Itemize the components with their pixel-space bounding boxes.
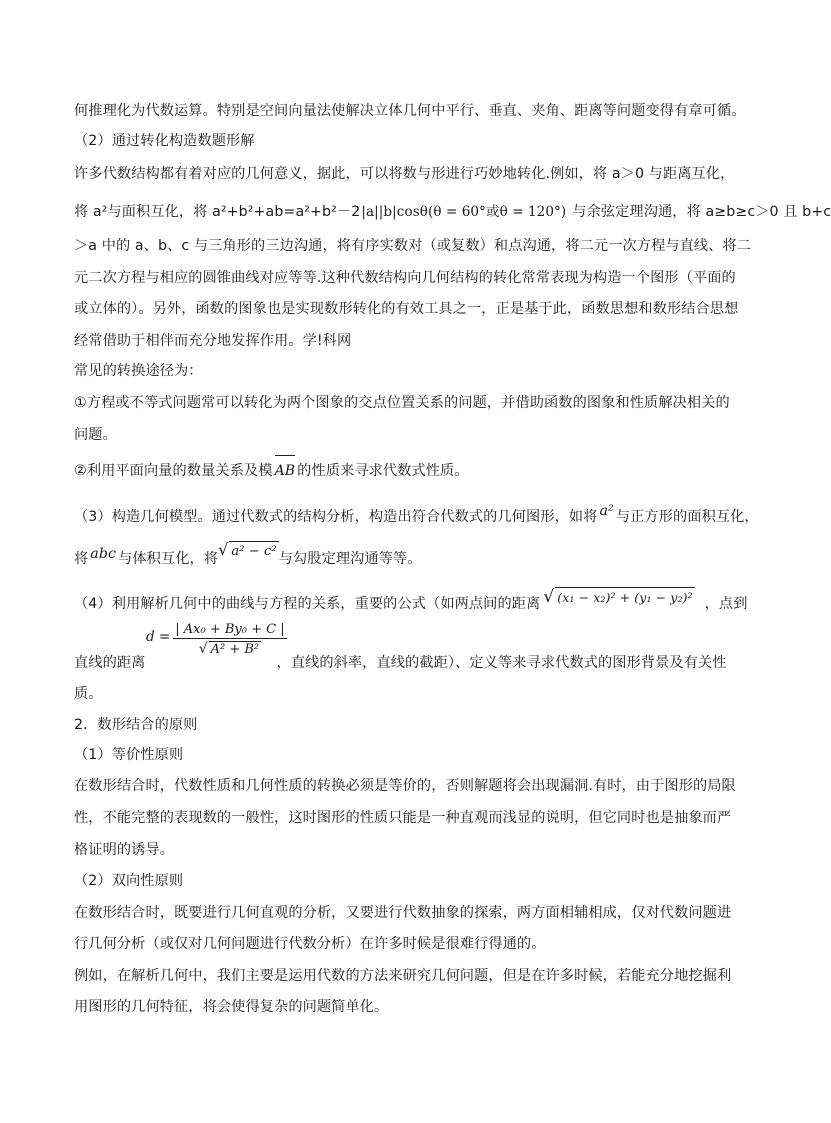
text-segment: （4）利用解析几何中的曲线与方程的关系，重要的公式（如两点间的距离: [74, 596, 541, 612]
section-heading: 2．数形结合的原则: [74, 717, 198, 733]
paragraph-line: [74, 540, 422, 570]
point-line-distance-formula: [146, 622, 287, 657]
math-distance-formula: (x₁ − x₂)² + (y₁ − y₂)²: [555, 587, 694, 608]
vector-ab-modulus: [275, 461, 296, 481]
formula-numerator: | Ax₀ + By₀ + C |: [175, 622, 285, 637]
text-segment: ②利用平面向量的数量关系及模: [74, 463, 273, 479]
paragraph-line: 元二次方程与相应的圆锥曲线对应等等.这种代数结构向几何结构的转化常常表现为构造一个图形（平面的: [74, 270, 736, 286]
cosine-formula: |a||b|cosθ(θ = 60°或θ = 120°): [361, 204, 567, 220]
text-segment: ，点到: [704, 596, 748, 612]
section-heading: （2）通过转化构造数题形解: [74, 133, 255, 149]
paragraph-line: 问题。: [74, 427, 117, 443]
paragraph-line: [74, 461, 469, 481]
paragraph-line: 在数形结合时，既要进行几何直观的分析，又要进行代数抽象的探索，两方面相辅相成，仅对代数问题进: [74, 905, 732, 921]
subsection-heading: （2）双向性原则: [74, 873, 184, 889]
paragraph-line: [74, 503, 759, 527]
paragraph-line: 或立体的）。另外，函数的图象也是实现数形转化的有效工具之一，正是基于此，函数思想和数形结合思想: [74, 301, 739, 317]
paragraph-line: 格证明的诱导。: [74, 842, 175, 858]
text-segment: 与正方形的面积互化，: [615, 509, 759, 525]
sqrt-icon: √: [218, 540, 229, 559]
paragraph-line: 常见的转换途径为：: [74, 363, 203, 379]
paragraph-line: 经常借助于相伴而充分地发挥作用。学!科网: [74, 333, 352, 349]
vector-bar-icon: [275, 455, 296, 456]
text-segment: 将: [74, 551, 89, 567]
paragraph-line: [74, 653, 727, 673]
paragraph-line: ＞a 中的 a、b、c 与三角形的三边沟通，将有序实数对（或复数）和点沟通，将二元一次方程与直线、将二: [74, 238, 752, 254]
paragraph-line: [74, 587, 748, 614]
text-segment: 与勾股定理沟通等等。: [278, 551, 422, 567]
vector-label: AB: [274, 463, 296, 479]
paragraph-line: 何推理化为代数运算。特别是空间向量法使解决立体几何中平行、垂直、夹角、距离等问题变得有章可循。: [74, 103, 746, 119]
paragraph-line: [74, 202, 831, 222]
formula-fraction: [173, 622, 286, 657]
text-segment: 直线的距离: [74, 655, 146, 671]
formula-denominator-value: A² + B²: [210, 642, 260, 657]
math-abc: abc: [90, 546, 117, 562]
sqrt-icon: √: [198, 641, 208, 657]
sqrt-icon: √: [543, 587, 555, 607]
paragraph-line: 性，不能完整的表现数的一般性，这时图形的性质只能是一种直观而浅显的说明，但它同时也是抽象而严: [74, 810, 732, 826]
math-a-squared: a²: [599, 503, 614, 519]
paragraph-line: ①方程或不等式问题常可以转化为两个图象的交点位置关系的问题，并借助函数的图象和性质解决相关的: [74, 395, 730, 411]
math-sqrt-a2-c2: a² − c²: [229, 541, 278, 562]
paragraph-line: 行几何分析（或仅对几何问题进行代数分析）在许多时候是很难行得通的。: [74, 936, 546, 952]
formula-label: d =: [146, 629, 171, 645]
text-segment: ，直线的斜率，直线的截距）、定义等来寻求代数式的图形背景及有关性: [276, 655, 727, 671]
text-segment: 将 a²与面积互化，将 a²+b²+ab=a²+b²－2: [74, 204, 361, 220]
text-segment: 与余弦定理沟通，将 a≥b≥c＞0 且 b+c: [572, 204, 831, 220]
text-segment: 的性质来寻求代数式性质。: [297, 463, 469, 479]
paragraph-line: 在数形结合时，代数性质和几何性质的转换必须是等价的，否则解题将会出现漏洞.有时，由于图形的局限: [74, 778, 736, 794]
paragraph-line: 例如，在解析几何中，我们主要是运用代数的方法来研究几何问题，但是在许多时候，若能充分地挖掘利: [74, 968, 732, 984]
subsection-heading: （1）等价性原则: [74, 747, 184, 763]
paragraph-line: 质。: [74, 686, 103, 702]
paragraph-line: 许多代数结构都有着对应的几何意义，据此，可以将数与形进行巧妙地转化.例如，将 a＞0 与距离互化，: [74, 166, 735, 182]
paragraph-line: 用图形的几何特征，将会使得复杂的问题简单化。: [74, 999, 389, 1015]
text-segment: 与体积互化，将: [118, 551, 219, 567]
text-segment: （3）构造几何模型。通过代数式的结构分析，构造出符合代数式的几何图形，如将: [74, 509, 598, 525]
